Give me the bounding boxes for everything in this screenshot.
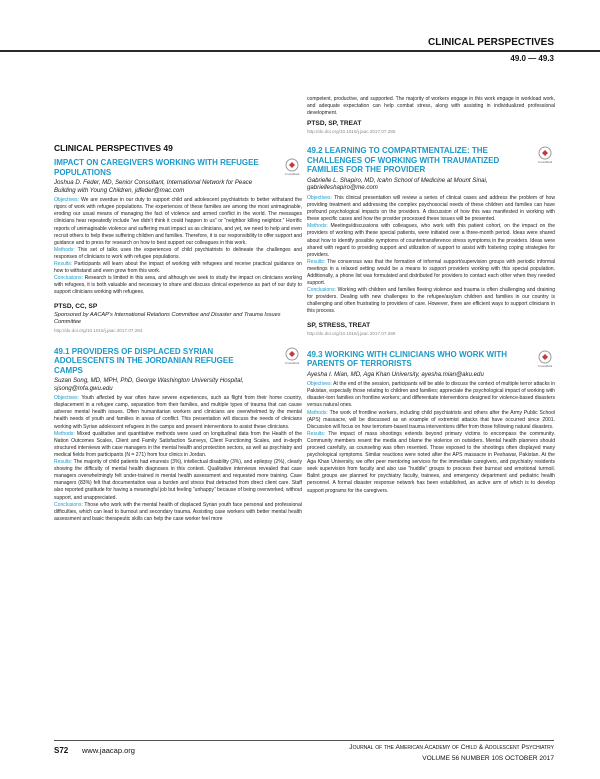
abstract-head <box>54 347 302 393</box>
svg-text:CrossMark: CrossMark <box>537 363 553 368</box>
conclusions-label: Conclusions: <box>54 275 83 282</box>
objectives-text: Youth affected by war often have severe experiences, such as flight from their home country, displacement in a refugee camp, separation from their families, and multiple types of trauma that can cause adverse mental health issues. Often humanitarian workers and clinicians are overwhelmed by the mental health needs of youth and families in areas of conflict. This presentation will discuss the needs of clinicians working with Syrian adolescent refugees in the camps and present interventions to assist these clinicians. <box>54 395 303 430</box>
right-column <box>307 96 555 509</box>
results-text: The consensus was that the formation of informal support/supervision groups with periodic informal meetings in a relaxed setting would be a means to support providers working with this special population. Additionally, a phone list was formulated and distributed for providers to contact each other when they needed support. <box>307 258 555 287</box>
abstract-title: 49.2 LEARNING TO COMPARTMENTALIZE: THE CHALLENGES OF WORKING WITH TRAUMATIZED FAMILIES FOR THE PROVIDER <box>307 146 500 175</box>
methods-paragraph <box>307 223 555 258</box>
conclusions-text: Research is limited in this area, and although we seek to study the impact on clinicians working with refugees, it is both valuable and necessary to share and discuss clinical experience as part of our duty to support clinicians working with refugees. <box>54 275 302 296</box>
methods-label: Methods: <box>54 430 75 437</box>
svg-text:CrossMark: CrossMark <box>537 160 553 165</box>
results-text: The majority of child patients had enuresis (3%), intellectual disability (3%), and epilepsy (2%), clearly showing the difficulty of mental health diagnoses in this context. Qualitative interviews revealed that case managers overwhelmingly felt under-trained in mental health assessment and requested more training. Case managers (83%) felt that documentation was a burden and stress that detracted from direct client care. Staff also reported gratitude for having a meaningful job but feeling “unhappy” because of being overworked, without support, and unappreciated. <box>54 459 303 501</box>
methods-text: This set of talks uses the experiences of child psychiatrists to delineate the challenges and responses of clinicians to work with refugee populations. <box>54 246 302 260</box>
methods-paragraph <box>307 410 555 431</box>
conclusions-label: Conclusions: <box>307 287 336 294</box>
methods-text: The work of frontline workers, including child psychiatrists and others after the Army Public School (APS) massacre, will be discussed as an example of extremist attacks that have occurred since 2001. Discussion will focus on how terrorism-based trauma interventions differ from those following natural disasters. <box>307 409 555 430</box>
conclusions-label: Conclusions: <box>54 501 83 508</box>
section-title: CLINICAL PERSPECTIVES 49 <box>54 143 173 153</box>
results-label: Results: <box>54 459 73 466</box>
abstract-49-1 <box>54 347 302 523</box>
svg-text:CrossMark: CrossMark <box>284 360 300 365</box>
objectives-label: Objectives: <box>54 395 79 402</box>
volume-info: VOLUME 56 NUMBER 10S OCTOBER 2017 <box>422 755 554 762</box>
results-paragraph <box>54 261 302 275</box>
conclusions-paragraph <box>54 502 302 523</box>
objectives-paragraph <box>54 395 302 430</box>
left-column <box>54 143 302 537</box>
crossmark-icon[interactable] <box>537 350 553 368</box>
objectives-paragraph <box>54 197 302 247</box>
methods-text: Mixed qualitative and quantitative methods were used on longitudinal data from the Health of the Nation Outcomes Scales, Client and Family Satisfaction Surveys, Client Functioning Scales, and in-depth structured interviews with case managers in the mental health and protection sectors, as well as psychiatry and medical fields from participants (N = 271) from four clinics in Jordan. <box>54 430 302 458</box>
header-rule <box>0 50 600 52</box>
objectives-text: At the end of the session, participants will be able to discuss the context of multiple terror attacks in Pakistan, especially those relating to children and families; appreciate the psychological impact of working with disaster-torn families on frontline workers; and differentiate interventions designed for violence-based disasters versus natural ones. <box>307 381 555 409</box>
keywords: PTSD, CC, SP <box>54 302 98 310</box>
abstract-title: 49.3 WORKING WITH CLINICIANS WHO WORK WITH PARENTS OF TERRORISTS <box>307 349 507 369</box>
results-label: Results: <box>54 261 73 268</box>
abstract-49-0 <box>54 158 302 333</box>
abstract-head <box>307 146 555 192</box>
methods-text: Meetings/discussions with colleagues, who work with this patient cohort, on the impact on the providers of working with these special patients, were initiated over a three-month period. Ideas were shared about how to identify possible symptoms of countertransference stress symptoms in the providers. Ideas were shared with regard to providing support and utilization of support to assist with fostering coping strategies for providers. <box>307 223 555 258</box>
abstract-author: Suzan Song, MD, MPH, PhD, George Washington University Hospital, sjsong@mfa.gwu.edu <box>54 377 244 392</box>
abstract-title: 49.1 PROVIDERS OF DISPLACED SYRIAN ADOLESCENTS IN THE JORDANIAN REFUGEE CAMPS <box>54 346 234 375</box>
results-label: Results: <box>307 258 326 265</box>
abstract-title: IMPACT ON CAREGIVERS WORKING WITH REFUGEE POPULATIONS <box>54 158 259 177</box>
objectives-text: We are overdue in our duty to support child and adolescent psychiatrists to better withstand the rigors of work with refugee populations. The experiences of these families are among the most unimaginable, eroding our usual means of managing the fact of violence and armed conflict in the world. The messages clinicians hear repeatedly include “we didn’t think it could happen to us” or “neighbor killing neighbor.” Horrific reports of unimaginable violence and suffering must impact us as clinicians, and yet, we need to help and even recruit others to help these suffering children and families. Therefore, it is our responsibility to offer support and guidance and to press for research on how to best support our colleagues in this work. <box>54 197 303 246</box>
sponsor-note: Sponsored by AACAP’s International Relations Committee and Disaster and Trauma Issues Committee <box>54 311 281 325</box>
journal-name: Journal of the American Academy of Child & Adolescent Psychiatry <box>349 744 554 751</box>
conclusions-text: Working with children and families fleeing violence and trauma is often challenging and draining for providers. Dealing with new challenges to the refugee/asylum children and families in our country is challenging and often frustrating to providers of care. However, there are efficient ways to support clinicians in this process. <box>307 287 555 315</box>
crossmark-icon[interactable] <box>284 347 300 365</box>
results-text: Participants will learn about the impact of working with refugees and receive practical guidance on how to withstand and even grow from this work. <box>54 261 302 275</box>
objectives-paragraph <box>307 195 555 223</box>
footer-rule <box>54 740 554 741</box>
results-paragraph <box>307 431 555 495</box>
running-header-section: CLINICAL PERSPECTIVES <box>428 37 554 48</box>
running-header-range: 49.0 — 49.3 <box>510 54 554 63</box>
objectives-text: This clinical presentation will review a series of clinical cases and address the problem of how providing treatment and addressing the complex psychosocial needs of these children and families can have profound psychological impacts on the providers. A discussion of how this was manifested in working with these specific cases and how the provider processed these issues will be presented. <box>307 194 555 223</box>
methods-paragraph <box>54 247 302 261</box>
objectives-paragraph <box>307 381 555 409</box>
methods-label: Methods: <box>307 223 328 230</box>
results-paragraph <box>307 259 555 287</box>
methods-label: Methods: <box>54 246 75 253</box>
methods-label: Methods: <box>307 409 328 416</box>
conclusions-paragraph <box>54 275 302 296</box>
methods-paragraph <box>54 431 302 459</box>
conclusions-paragraph <box>307 287 555 315</box>
crossmark-icon[interactable] <box>284 158 300 176</box>
objectives-label: Objectives: <box>307 381 332 388</box>
doi-link[interactable]: http://dx.doi.org/10.1016/j.jaac.2017.07.284 <box>54 327 143 333</box>
results-text: The impact of mass shootings extends beyond primary victims to encompass the community. Community members resent the media and blame the violence on outsiders. Mental health planners should proceed carefully, as counseling was often resented. Those exposed to the shootings often displayed many psychological symptoms. Similar reactions were noted after the APS massacre in Peshawar, Pakistan. At the Aga Khan University, we offer peer mentoring services for the immediate caregivers, and psychiatry residents seek supervision from faculty and also use “huddle” groups to process their burnout and emotional turmoil. Balint groups are planned for psychiatry faculty, trainees, and emergency department and pediatric health personnel. A formal disaster response network has been established, an active arm of which is to develop support programs for the caregivers. <box>307 430 555 494</box>
abstract-author: Joshua D. Feder, MD, Senior Consultant, International Network for Peace Building with Young Children, jdfeder@mac.com <box>54 179 253 194</box>
results-paragraph <box>54 459 302 502</box>
keywords: PTSD, SP, TREAT <box>307 120 362 128</box>
abstract-49-3 <box>307 350 555 495</box>
continued-text: competent, productive, and supported. The majority of workers engage in this work engage in workload work, and adequate expectation can help combat stress, along with assisting in individualized professional development. <box>307 96 555 117</box>
objectives-label: Objectives: <box>54 197 79 204</box>
crossmark-icon[interactable] <box>537 146 553 164</box>
abstract-author: Ayesha I. Mian, MD, Aga Khan University, ayesha.mian@aku.edu <box>307 370 484 378</box>
doi-link[interactable]: http://dx.doi.org/10.1016/j.jaac.2017.07.286 <box>307 330 396 336</box>
journal-website-link[interactable]: www.jaacap.org <box>82 746 135 755</box>
abstract-head <box>54 158 302 194</box>
abstract-49-2 <box>307 146 555 335</box>
page-number: S72 <box>54 746 69 755</box>
objectives-label: Objectives: <box>307 194 332 201</box>
abstract-49-1-continued <box>307 96 555 134</box>
abstract-head <box>307 350 555 379</box>
conclusions-text: Those who work with the mental health of displaced Syrian youth face personal and professional difficulties, which can lead to burnout and secondary trauma. Assisting case workers with better mental health assessment and basic therapeutic skills can help the case worker feel more <box>54 501 302 522</box>
abstract-author: Gabrielle L. Shapiro, MD, Icahn School of Medicine at Mount Sinai, gabrielleshapiro@me.com <box>307 176 488 192</box>
doi-link[interactable]: http://dx.doi.org/10.1016/j.jaac.2017.07.285 <box>307 129 396 135</box>
svg-text:CrossMark: CrossMark <box>284 172 300 176</box>
results-label: Results: <box>307 430 326 437</box>
keywords: SP, STRESS, TREAT <box>307 321 371 329</box>
